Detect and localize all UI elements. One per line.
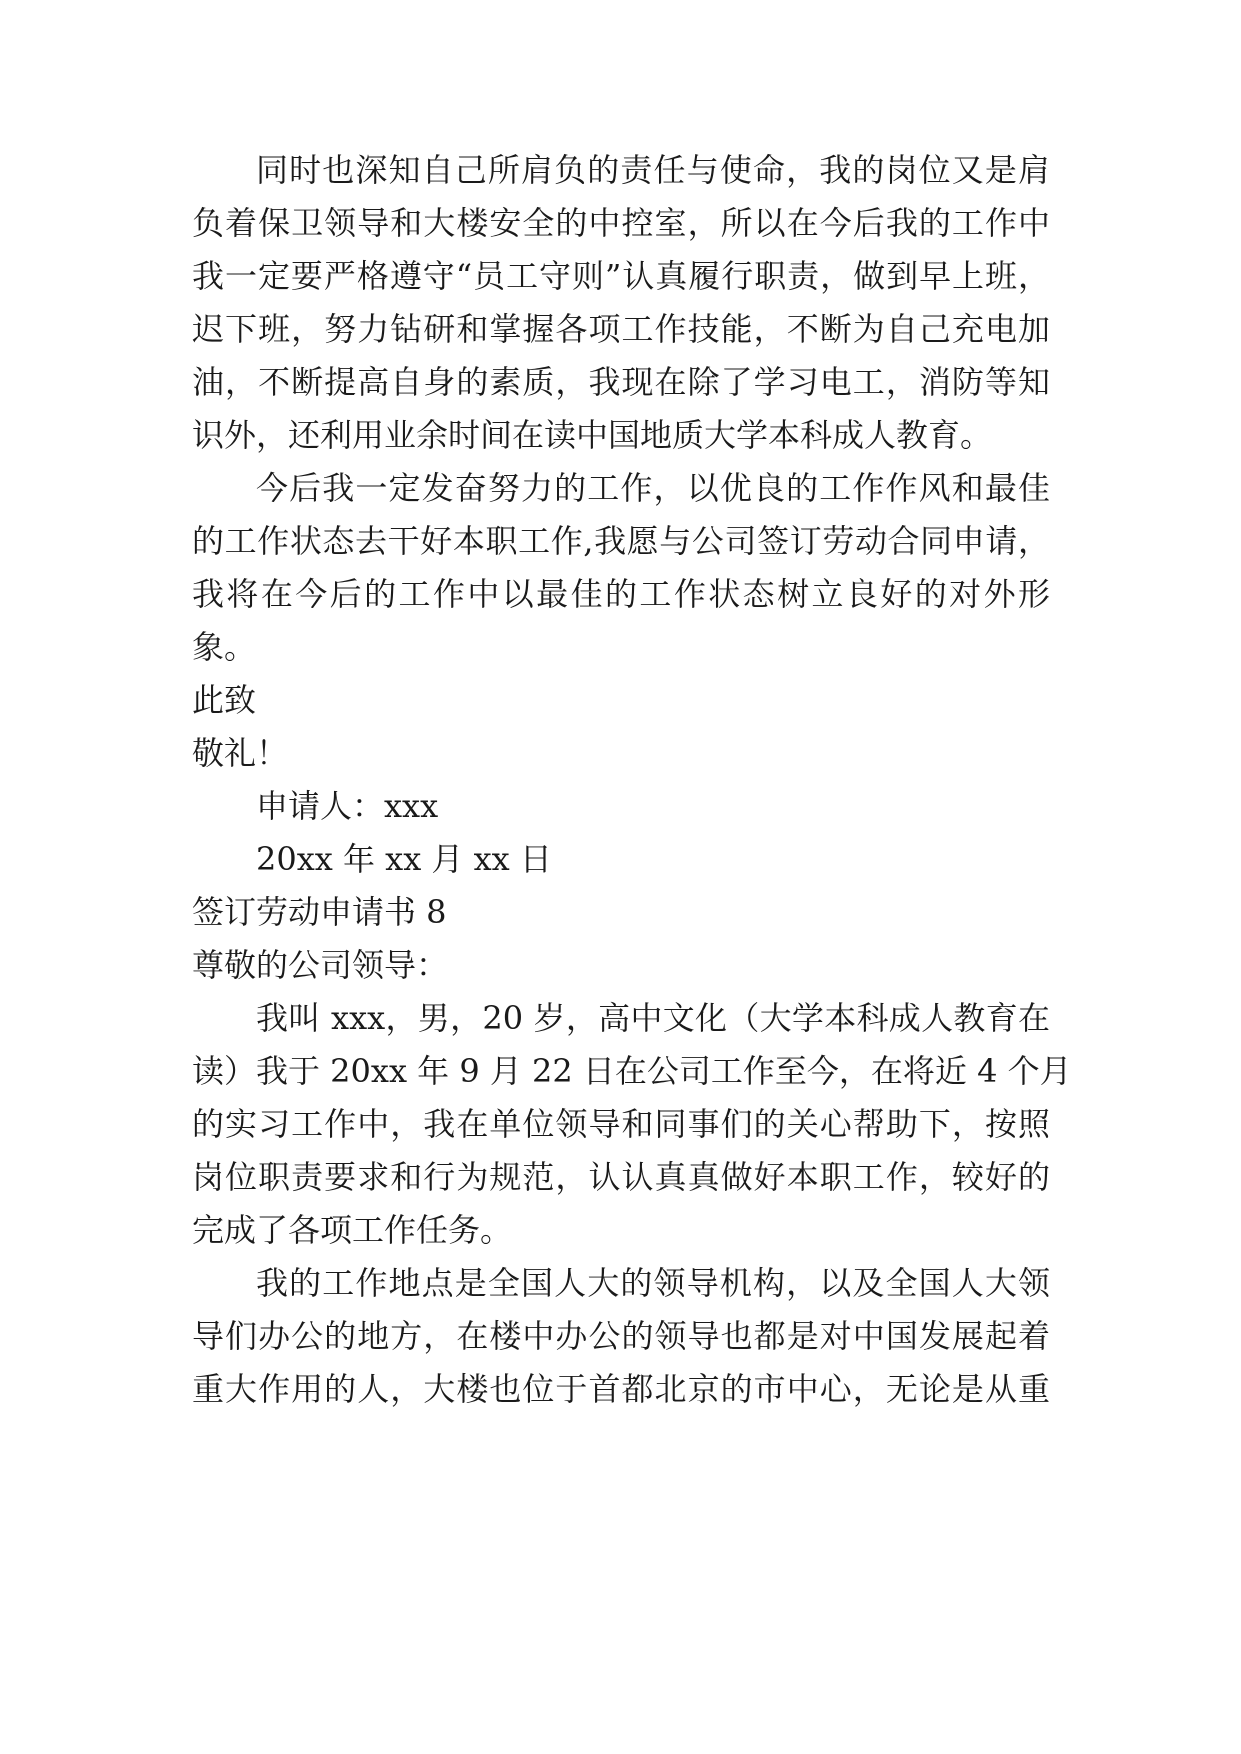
paragraph-line: 重大作用的人，大楼也位于首都北京的市中心，无论是从重 bbox=[192, 1370, 1050, 1408]
paragraph-line: 的实习工作中，我在单位领导和同事们的关心帮助下，按照 bbox=[192, 1105, 1050, 1143]
paragraph-line: 我一定要严格遵守“员工守则”认真履行职责，做到早上班， bbox=[192, 257, 1050, 295]
applicant-signature: 申请人：xxx bbox=[256, 787, 439, 825]
paragraph-line: 我的工作地点是全国人大的领导机构，以及全国人大领 bbox=[256, 1264, 1050, 1302]
paragraph-line: 的工作状态去干好本职工作,我愿与公司签订劳动合同申请， bbox=[192, 522, 1050, 560]
paragraph-line: 油，不断提高自身的素质，我现在除了学习电工，消防等知 bbox=[192, 363, 1050, 401]
paragraph-line: 我叫 xxx，男，20 岁，高中文化（大学本科成人教育在 bbox=[256, 999, 1050, 1037]
paragraph-line: 识外，还利用业余时间在读中国地质大学本科成人教育。 bbox=[192, 416, 993, 454]
paragraph-line: 岗位职责要求和行为规范，认认真真做好本职工作，较好的 bbox=[192, 1158, 1050, 1196]
salutation: 尊敬的公司领导： bbox=[192, 946, 449, 984]
signature-date: 20xx 年 xx 月 xx 日 bbox=[256, 840, 552, 878]
paragraph-line: 同时也深知自己所肩负的责任与使命，我的岗位又是肩 bbox=[256, 151, 1050, 189]
paragraph-line: 读）我于 20xx 年 9 月 22 日在公司工作至今，在将近 4 个月 bbox=[192, 1052, 1072, 1090]
paragraph-line: 今后我一定发奋努力的工作，以优良的工作作风和最佳 bbox=[256, 469, 1050, 507]
paragraph-line: 导们办公的地方，在楼中办公的领导也都是对中国发展起着 bbox=[192, 1317, 1050, 1355]
closing-phrase: 此致 bbox=[192, 681, 257, 719]
paragraph-line: 负着保卫领导和大楼安全的中控室，所以在今后我的工作中 bbox=[192, 204, 1050, 242]
paragraph-line: 我将在今后的工作中以最佳的工作状态树立良好的对外形 bbox=[192, 575, 1050, 613]
paragraph-line: 迟下班，努力钻研和掌握各项工作技能，不断为自己充电加 bbox=[192, 310, 1050, 348]
paragraph-line: 完成了各项工作任务。 bbox=[192, 1211, 513, 1249]
paragraph-line: 象。 bbox=[192, 628, 257, 666]
closing-salute: 敬礼！ bbox=[192, 734, 289, 772]
section-title: 签订劳动申请书 8 bbox=[192, 893, 447, 931]
